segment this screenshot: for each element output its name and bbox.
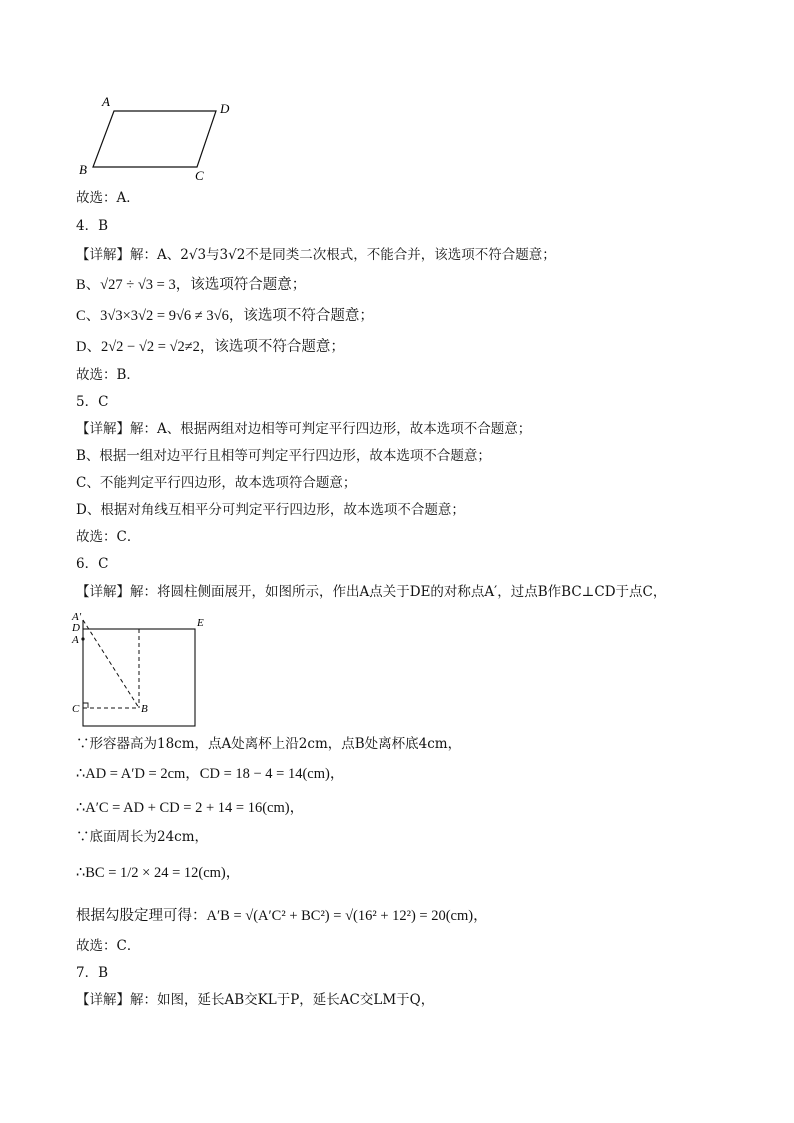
- explanation-line: 【详解】解：如图，延长AB交KL于P，延长AC交LM于Q，: [76, 992, 435, 1008]
- cylinder-unfold-figure: [70, 612, 220, 732]
- explanation-line: C、3√3×3√2 = 9√6 ≠ 3√6，该选项不符合题意；: [76, 308, 374, 324]
- explanation-line: ∴A′C = AD + CD = 2 + 14 = 16(cm)，: [76, 800, 305, 816]
- right-angle-mark: [83, 703, 88, 708]
- parallelogram-figure: [74, 92, 244, 184]
- answer-line-q6: 故选：C．: [76, 938, 141, 954]
- explanation-line: ∴AD = A′D = 2cm，CD = 18 − 4 = 14(cm)，: [76, 766, 345, 782]
- dashed-ab-line: [83, 620, 139, 708]
- label-b: B: [141, 703, 148, 715]
- vertex-label-a: A: [102, 94, 110, 109]
- question-number-6: 6．C: [76, 556, 109, 572]
- explanation-line: B、√27 ÷ √3 = 3，该选项符合题意；: [76, 277, 307, 293]
- explanation-line: ∵底面周长为24cm，: [76, 829, 209, 845]
- answer-line-q3: 故选：A．: [76, 190, 140, 206]
- explanation-line: C、不能判定平行四边形，故本选项符合题意；: [76, 475, 357, 491]
- explanation-line: D、2√2 − √2 = √2≠2，该选项不符合题意；: [76, 339, 345, 355]
- point-a-dot: [81, 637, 84, 640]
- question-number-5: 5．C: [76, 394, 109, 410]
- explanation-line: B、根据一组对边平行且相等可判定平行四边形，故本选项不合题意；: [76, 448, 491, 464]
- label-d: D: [72, 622, 80, 634]
- explanation-line: 根据勾股定理可得：A′B = √(A′C² + BC²) = √(16² + 12²) = 20(cm)，: [76, 908, 488, 924]
- vertex-label-d: D: [220, 101, 230, 116]
- explanation-line: D、根据对角线互相平分可判定平行四边形，故本选项不合题意；: [76, 502, 465, 518]
- question-number-4: 4．B: [76, 218, 109, 234]
- label-c: C: [72, 703, 80, 715]
- answer-line-q5: 故选：C．: [76, 529, 141, 545]
- label-e: E: [197, 617, 204, 629]
- explanation-line: ∴BC = 1/2 × 24 = 12(cm)，: [76, 865, 241, 881]
- explanation-line: 【详解】解：A、2√3与3√2不是同类二次根式，不能合并，该选项不符合题意；: [76, 247, 556, 263]
- label-a-prime: A′: [72, 612, 82, 623]
- explanation-line: 【详解】解：将圆柱侧面展开，如图所示，作出A点关于DE的对称点A′，过点B作BC⊥CD于点C，: [76, 584, 667, 600]
- question-number-7: 7．B: [76, 965, 109, 981]
- explanation-line: ∵形容器高为18cm，点A处离杯上沿2cm，点B处离杯底4cm，: [76, 736, 462, 752]
- label-a: A: [72, 634, 79, 646]
- parallelogram-shape: [93, 111, 216, 167]
- explanation-line: 【详解】解：A、根据两组对边相等可判定平行四边形，故本选项不合题意；: [76, 421, 532, 437]
- vertex-label-b: B: [79, 162, 87, 177]
- vertex-label-c: C: [195, 168, 204, 183]
- answer-line-q4: 故选：B．: [76, 367, 140, 383]
